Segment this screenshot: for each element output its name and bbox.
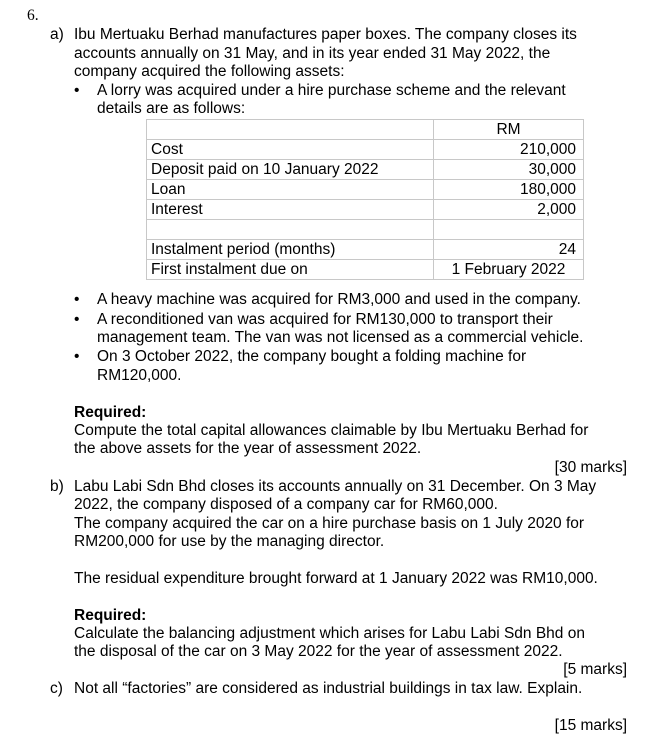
part-a-intro-line3: company acquired the following assets: [74,63,345,80]
part-b-required-label: Required: [74,607,147,624]
table-row [147,260,584,280]
part-b-text3: The residual expenditure brought forward at 1 January 2022 was RM10,000. [74,570,598,587]
table-cell-value: 2,000 [434,200,584,220]
part-a-required-label: Required: [74,404,147,421]
table-cell-label: Instalment period (months) [147,240,434,260]
lorry-details-table [146,119,584,280]
part-b-text2-line1: The company acquired the car on a hire purchase basis on 1 July 2020 for [74,515,585,532]
bullet-van-line2: management team. The van was not licensed as a commercial vehicle. [97,329,584,346]
part-a-required-line2: the above assets for the year of assessment 2022. [74,440,422,457]
table-cell-label: First instalment due on [147,260,434,280]
table-row [147,220,584,240]
part-a-intro-line2: accounts annually on 31 May, and in its year ended 31 May 2022, the [74,45,551,62]
table-row [147,240,584,260]
table-cell-label: Deposit paid on 10 January 2022 [147,160,434,180]
part-a-intro-line1: Ibu Mertuaku Berhad manufactures paper boxes. The company closes its [74,26,577,43]
part-b-text1-line1: Labu Labi Sdn Bhd closes its accounts annually on 31 December. On 3 May [74,478,597,495]
table-cell-value: 210,000 [434,140,584,160]
bullet-lorry-line1: • A lorry was acquired under a hire purchase scheme and the relevant [97,81,566,100]
table-cell-label: Interest [147,200,434,220]
table-cell-value [434,220,584,240]
bullet-folding-machine-line1: • On 3 October 2022, the company bought a folding machine for [97,347,526,366]
bullet-heavy-machine: • A heavy machine was acquired for RM3,000 and used in the company. [97,290,581,309]
table-cell-label: Cost [147,140,434,160]
table-cell [147,120,434,140]
table-row [147,140,584,160]
part-b-marks: [5 marks] [563,661,627,678]
bullet-lorry-line2: details are as follows: [97,100,246,117]
table-row [147,160,584,180]
bullet-folding-machine-line2: RM120,000. [97,367,182,384]
table-header-rm: RM [434,120,584,140]
table-cell-label [147,220,434,240]
part-b-text1-line2: 2022, the company disposed of a company car for RM60,000. [74,496,498,513]
part-a-label: a) [50,26,64,43]
table-cell-value: 24 [434,240,584,260]
part-c-label: c) [50,680,63,697]
table-row [147,200,584,220]
part-c-marks: [15 marks] [554,717,627,734]
part-b-text2-line2: RM200,000 for use by the managing director. [74,533,385,550]
part-a-marks: [30 marks] [554,459,627,476]
part-a-required-line1: Compute the total capital allowances claimable by Ibu Mertuaku Berhad for [74,422,589,439]
part-b-label: b) [50,478,64,495]
part-c-text: Not all “factories” are considered as industrial buildings in tax law. Explain. [74,680,583,697]
table-row [147,180,584,200]
table-cell-label: Loan [147,180,434,200]
part-b-required-line2: the disposal of the car on 3 May 2022 for the year of assessment 2022. [74,643,563,660]
question-number: 6. [27,7,39,24]
table-cell-value: 180,000 [434,180,584,200]
part-b-required-line1: Calculate the balancing adjustment which arises for Labu Labi Sdn Bhd on [74,625,585,642]
table-cell-value: 30,000 [434,160,584,180]
table-row [147,120,584,140]
table-cell-value: 1 February 2022 [434,260,584,280]
bullet-van-line1: • A reconditioned van was acquired for RM130,000 to transport their [97,310,553,329]
